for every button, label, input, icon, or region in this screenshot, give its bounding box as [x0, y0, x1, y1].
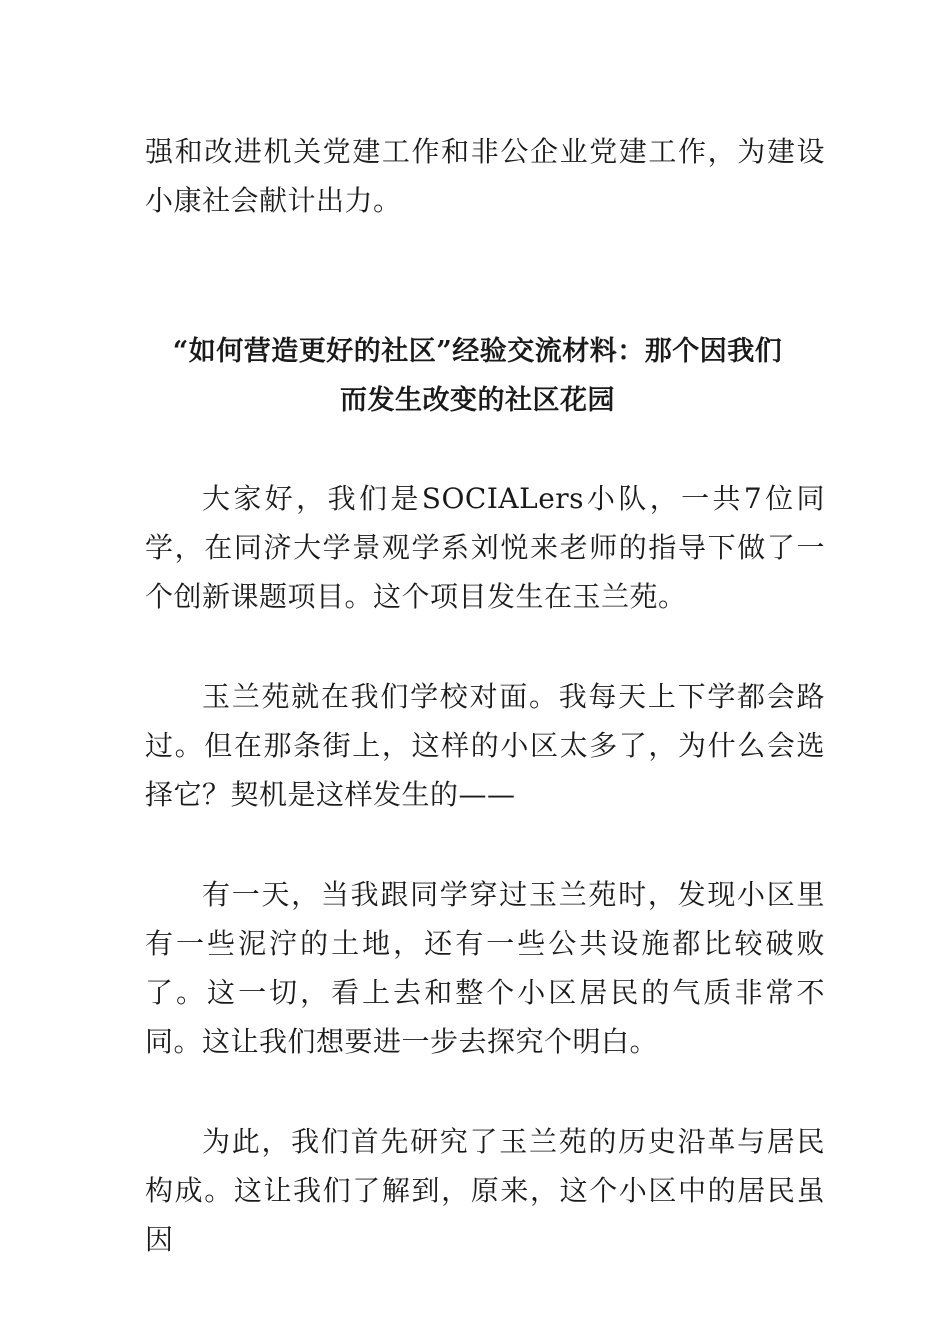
article-title — [145, 327, 810, 425]
article-title-line-2: 而发生改变的社区花园 — [340, 385, 615, 416]
article-title-line-1: “如何营造更好的社区”经验交流材料：那个因我们 — [172, 336, 783, 367]
body-paragraph-discovery: 有一天，当我跟同学穿过玉兰苑时，发现小区里有一些泥泞的土地，还有一些公共设施都比较破败了。这一切，看上去和整个小区居民的气质非常不同。这让我们想要进一步去探究个明白。 — [145, 878, 825, 1058]
body-paragraph-location: 玉兰苑就在我们学校对面。我每天上下学都会路过。但在那条街上，这样的小区太多了，为什么会选择它？契机是这样发生的—— — [145, 680, 825, 811]
body-paragraph-research: 为此，我们首先研究了玉兰苑的历史沿革与居民构成。这让我们了解到，原来，这个小区中的居民虽因 — [145, 1125, 825, 1256]
continuation-paragraph: 强和改进机关党建工作和非公企业党建工作，为建设小康社会献计出力。 — [145, 135, 825, 217]
body-paragraph-intro: 大家好，我们是SOCIALers小队，一共7位同学，在同济大学景观学系刘悦来老师的指导下做了一个创新课题项目。这个项目发生在玉兰苑。 — [145, 482, 825, 613]
